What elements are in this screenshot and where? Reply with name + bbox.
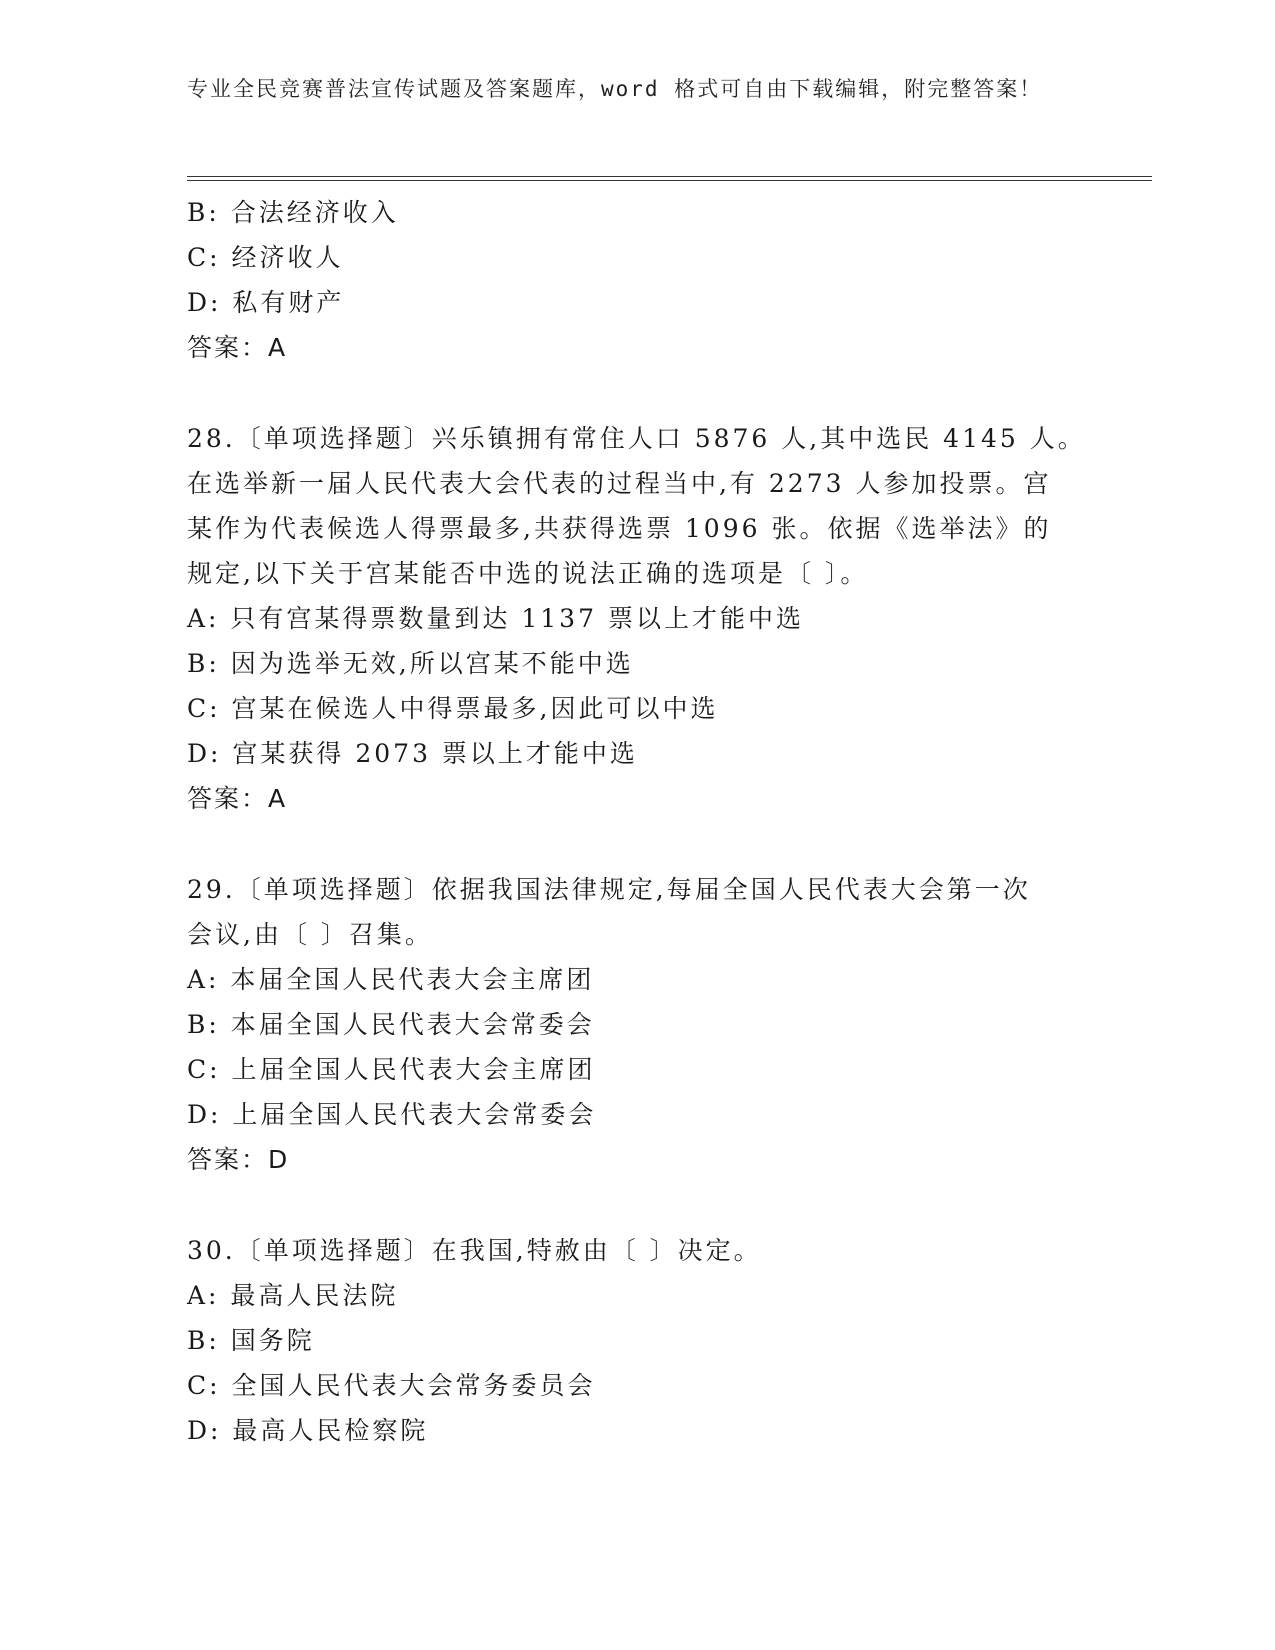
option-a: A: 最高人民法院	[187, 1281, 399, 1310]
header-rule-top	[187, 176, 1152, 177]
option-b: B: 国务院	[187, 1326, 315, 1355]
question-stem: 某作为代表候选人得票最多,共获得选票 1096 张。依据《选举法》的	[187, 514, 1052, 543]
question-stem: 会议,由〔 〕召集。	[187, 920, 433, 949]
option-b: B: 合法经济收入	[187, 198, 399, 227]
question-28	[187, 416, 1086, 821]
option-b: B: 本届全国人民代表大会常委会	[187, 1010, 595, 1039]
option-d: D: 私有财产	[187, 288, 345, 317]
question-stem: 28.〔单项选择题〕兴乐镇拥有常住人口 5876 人,其中选民 4145 人。	[187, 424, 1086, 453]
question-30	[187, 1228, 1067, 1453]
question-stem: 规定,以下关于宫某能否中选的说法正确的选项是〔 〕。	[187, 559, 869, 588]
option-c: C: 宫某在候选人中得票最多,因此可以中选	[187, 694, 719, 723]
option-c: C: 上届全国人民代表大会主席团	[187, 1055, 596, 1084]
question-list	[187, 190, 1086, 1453]
option-c: C: 全国人民代表大会常务委员会	[187, 1371, 596, 1400]
option-d: D: 最高人民检察院	[187, 1416, 429, 1445]
option-d: D: 上届全国人民代表大会常委会	[187, 1100, 597, 1129]
question-stem: 在选举新一届人民代表大会代表的过程当中,有 2273 人参加投票。宫	[187, 469, 1052, 498]
question-29	[187, 867, 1067, 1182]
header-rule-bottom	[187, 180, 1152, 181]
option-a: A: 只有宫某得票数量到达 1137 票以上才能中选	[187, 604, 804, 633]
question-stem: 29.〔单项选择题〕依据我国法律规定,每届全国人民代表大会第一次	[187, 875, 1031, 904]
answer: 答案：A	[187, 784, 288, 813]
question-stem: 30.〔单项选择题〕在我国,特赦由〔 〕决定。	[187, 1236, 762, 1265]
option-a: A: 本届全国人民代表大会主席团	[187, 965, 595, 994]
option-b: B: 因为选举无效,所以宫某不能中选	[187, 649, 634, 678]
answer: 答案：D	[187, 1145, 290, 1174]
option-d: D: 宫某获得 2073 票以上才能中选	[187, 739, 638, 768]
page-header: 专业全民竞赛普法宣传试题及答案题库，word 格式可自由下载编辑，附完整答案！	[187, 77, 1043, 101]
option-c: C: 经济收人	[187, 243, 344, 272]
answer: 答案：A	[187, 333, 288, 362]
